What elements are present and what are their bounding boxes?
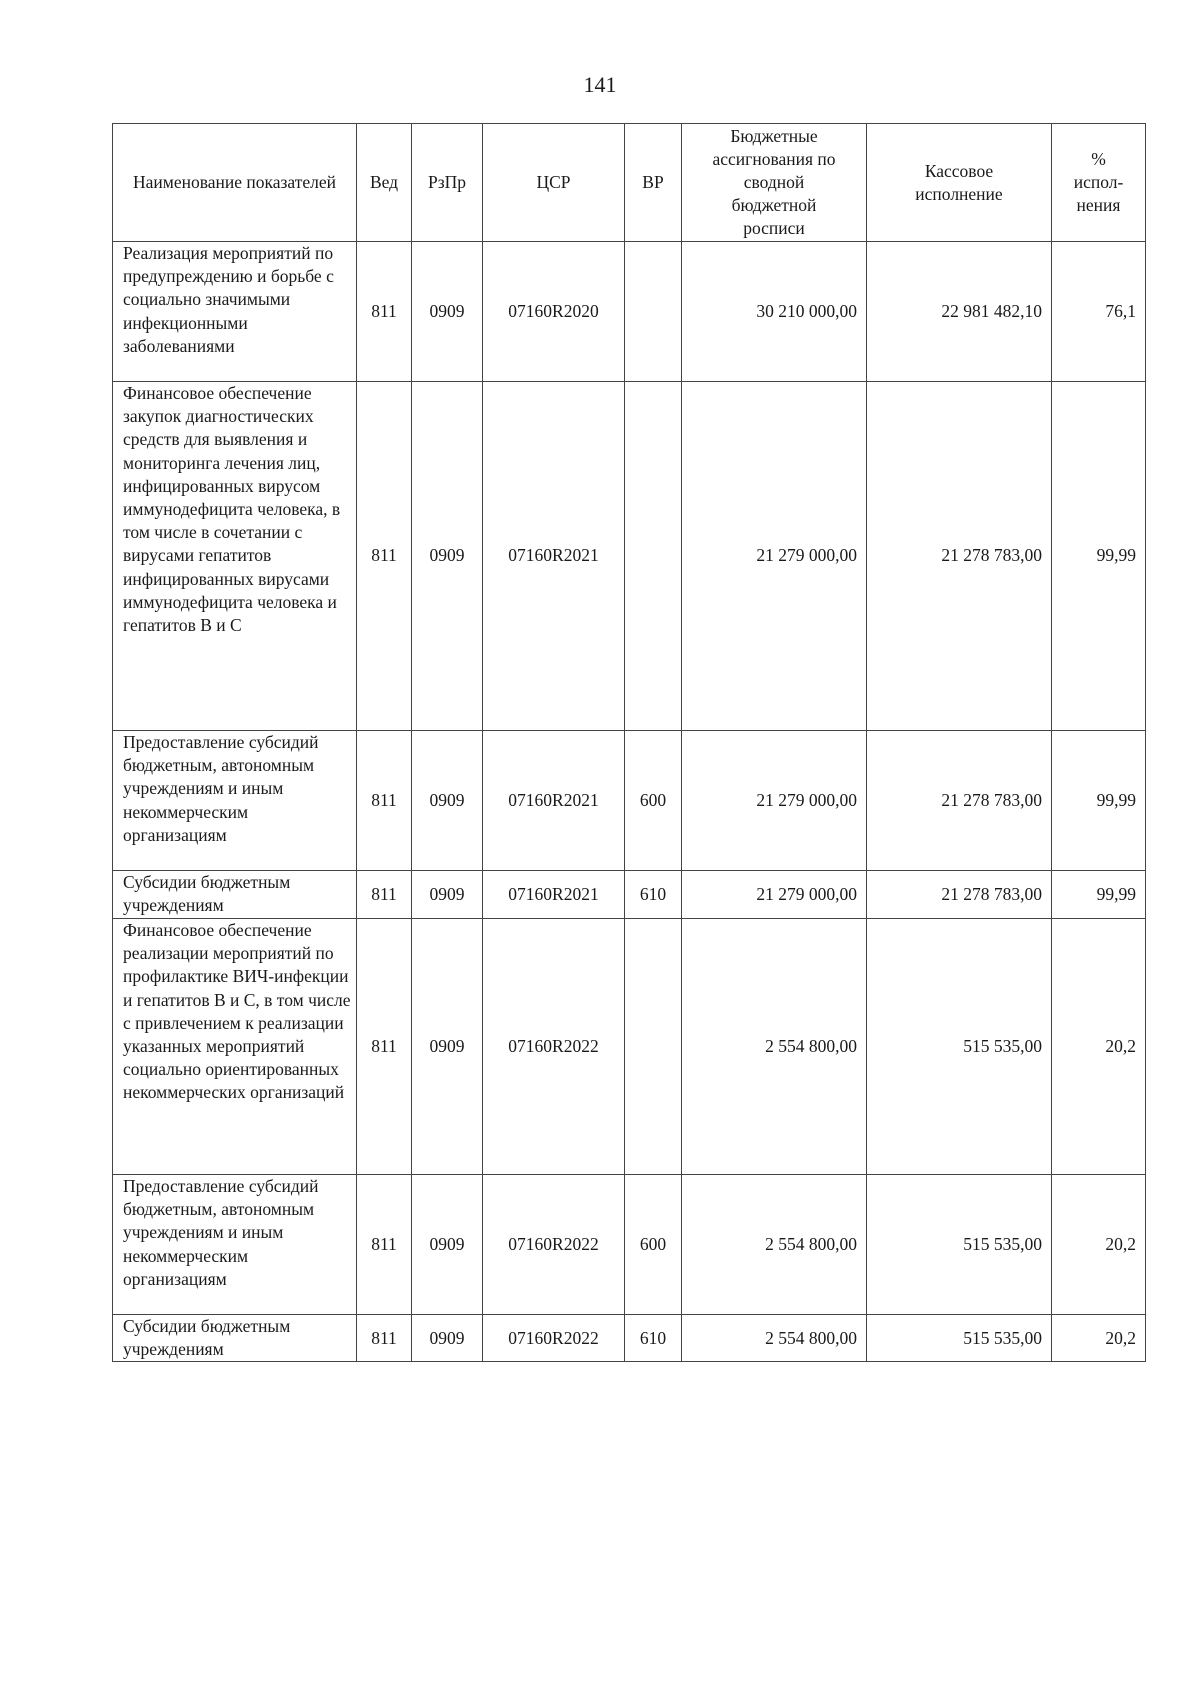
table-row — [113, 1315, 1146, 1362]
row-pct: 20,2 — [1052, 919, 1146, 1175]
header-vr: ВР — [625, 124, 682, 242]
row-csr: 07160R2020 — [483, 242, 625, 382]
row-ved: 811 — [357, 1315, 412, 1362]
budget-execution-table — [112, 123, 1146, 1362]
header-ved: Вед — [357, 124, 412, 242]
row-cash: 515 535,00 — [867, 919, 1052, 1175]
row-cash: 21 278 783,00 — [867, 871, 1052, 919]
table-row — [113, 731, 1146, 871]
row-vr: 600 — [625, 1175, 682, 1315]
row-csr: 07160R2021 — [483, 731, 625, 871]
row-vr — [625, 242, 682, 382]
row-pct: 20,2 — [1052, 1175, 1146, 1315]
row-rzpr: 0909 — [412, 1175, 483, 1315]
header-rzpr: РзПр — [412, 124, 483, 242]
row-ved: 811 — [357, 871, 412, 919]
row-name: Финансовое обеспечение закупок диагностических средств для выявления и мониторинга лечения лиц, инфицированных вирусом иммунодефицита человека, в том числе в сочетании с вирусами гепатитов инфицированных вирусами иммунодефицита человека и гепатитов В и С — [113, 382, 357, 731]
row-vr — [625, 919, 682, 1175]
row-csr: 07160R2021 — [483, 871, 625, 919]
row-vr: 610 — [625, 871, 682, 919]
row-name: Предоставление субсидий бюджетным, автономным учреждениям и иным некоммерческим организациям — [113, 731, 357, 871]
row-rzpr: 0909 — [412, 871, 483, 919]
row-csr: 07160R2022 — [483, 1175, 625, 1315]
row-vr: 600 — [625, 731, 682, 871]
header-cash: Кассовое исполнение — [867, 124, 1052, 242]
row-name: Субсидии бюджетным учреждениям — [113, 1315, 357, 1362]
row-rzpr: 0909 — [412, 731, 483, 871]
row-csr: 07160R2022 — [483, 919, 625, 1175]
row-cash: 515 535,00 — [867, 1315, 1052, 1362]
row-budget: 2 554 800,00 — [682, 919, 867, 1175]
row-rzpr: 0909 — [412, 919, 483, 1175]
row-ved: 811 — [357, 919, 412, 1175]
table-header-row — [113, 124, 1146, 242]
table-row — [113, 1175, 1146, 1315]
row-csr: 07160R2022 — [483, 1315, 625, 1362]
row-pct: 20,2 — [1052, 1315, 1146, 1362]
row-pct: 99,99 — [1052, 871, 1146, 919]
row-budget: 21 279 000,00 — [682, 731, 867, 871]
row-rzpr: 0909 — [412, 382, 483, 731]
row-ved: 811 — [357, 731, 412, 871]
header-csr: ЦСР — [483, 124, 625, 242]
row-name: Финансовое обеспечение реализации мероприятий по профилактике ВИЧ-инфекции и гепатитов В и С, в том числе с привлечением к реализации указанных мероприятий социально ориентированных некоммерческих организаций — [113, 919, 357, 1175]
row-ved: 811 — [357, 1175, 412, 1315]
row-csr: 07160R2021 — [483, 382, 625, 731]
page-number: 141 — [583, 72, 617, 97]
table-row — [113, 382, 1146, 731]
row-name: Субсидии бюджетным учреждениям — [113, 871, 357, 919]
row-budget: 30 210 000,00 — [682, 242, 867, 382]
table-row — [113, 919, 1146, 1175]
row-name: Реализация мероприятий по предупреждению и борьбе с социально значимыми инфекционными заболеваниями — [113, 242, 357, 382]
row-pct: 99,99 — [1052, 382, 1146, 731]
row-cash: 21 278 783,00 — [867, 382, 1052, 731]
header-pct: % испол- нения — [1052, 124, 1146, 242]
row-rzpr: 0909 — [412, 1315, 483, 1362]
header-name: Наименование показателей — [113, 124, 357, 242]
row-cash: 22 981 482,10 — [867, 242, 1052, 382]
header-budget: Бюджетные ассигнования по сводной бюджетной росписи — [682, 124, 867, 242]
table-row — [113, 871, 1146, 919]
row-pct: 99,99 — [1052, 731, 1146, 871]
row-budget: 21 279 000,00 — [682, 871, 867, 919]
row-name: Предоставление субсидий бюджетным, автономным учреждениям и иным некоммерческим организациям — [113, 1175, 357, 1315]
table-row — [113, 242, 1146, 382]
row-cash: 21 278 783,00 — [867, 731, 1052, 871]
row-ved: 811 — [357, 242, 412, 382]
row-rzpr: 0909 — [412, 242, 483, 382]
row-cash: 515 535,00 — [867, 1175, 1052, 1315]
row-vr: 610 — [625, 1315, 682, 1362]
row-ved: 811 — [357, 382, 412, 731]
row-pct: 76,1 — [1052, 242, 1146, 382]
row-budget: 2 554 800,00 — [682, 1175, 867, 1315]
row-vr — [625, 382, 682, 731]
row-budget: 21 279 000,00 — [682, 382, 867, 731]
row-budget: 2 554 800,00 — [682, 1315, 867, 1362]
